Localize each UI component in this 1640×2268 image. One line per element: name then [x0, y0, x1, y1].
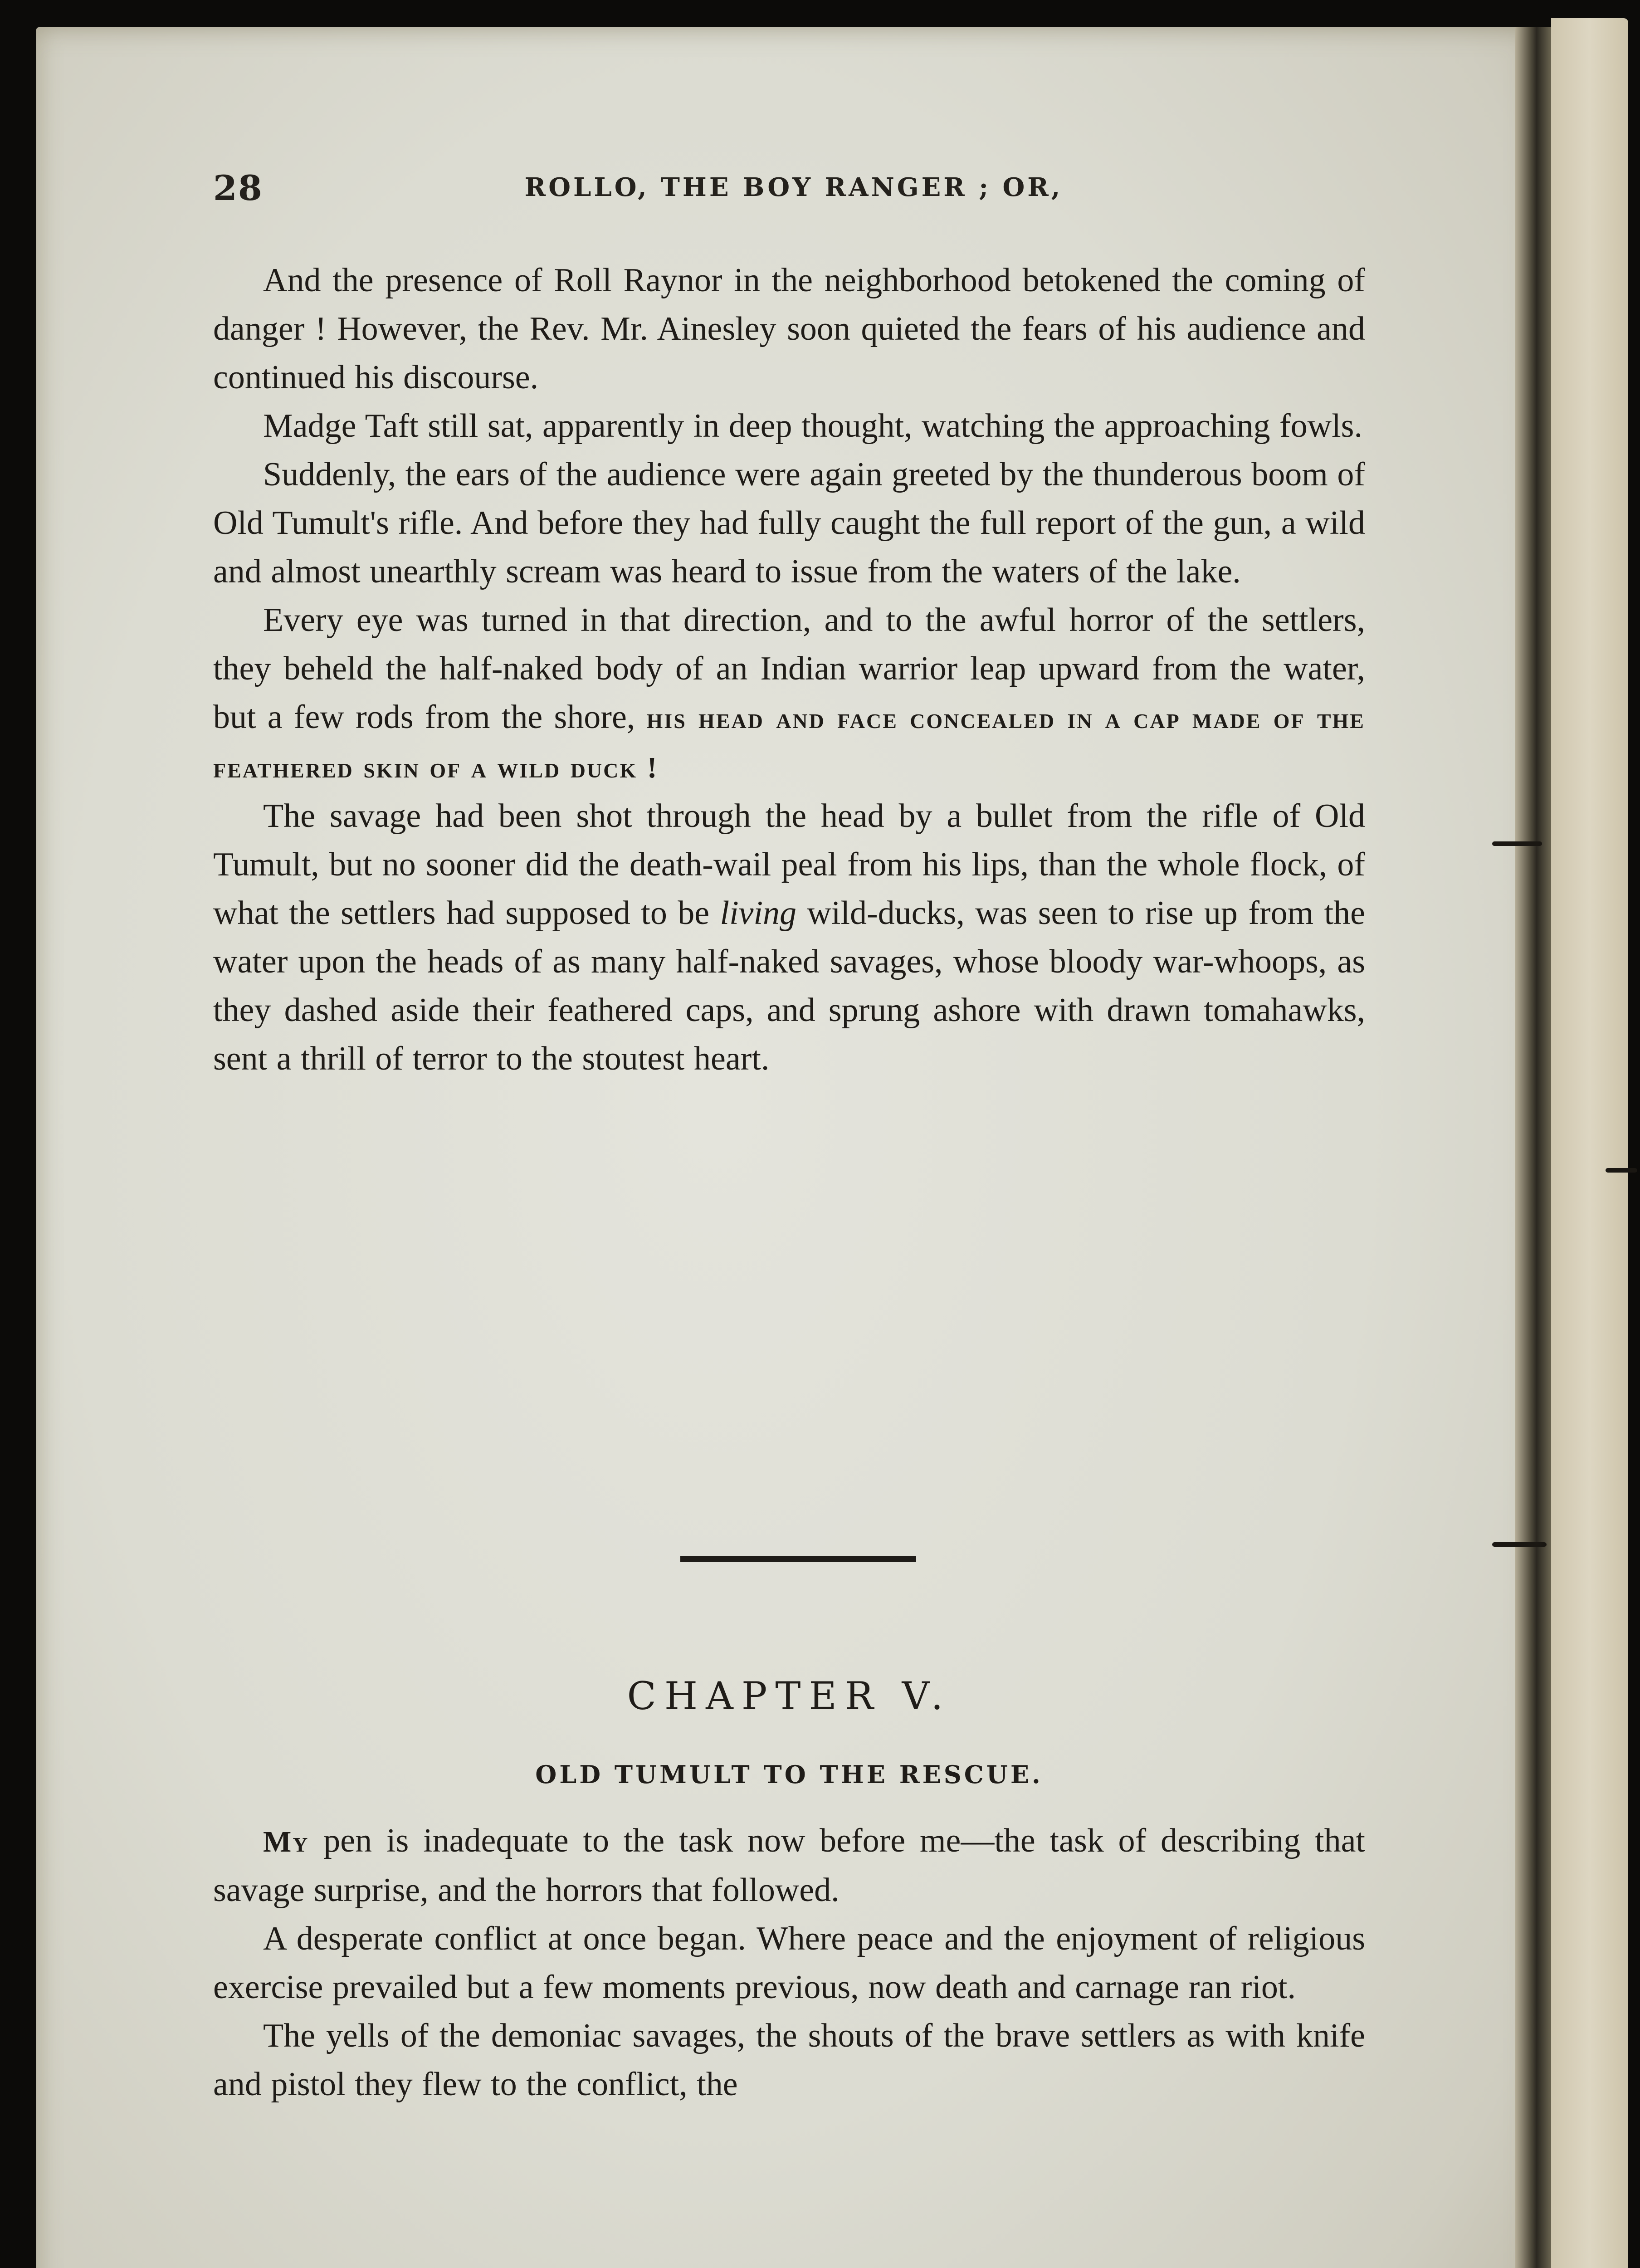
running-head: ROLLO, THE BOY RANGER ; OR,: [524, 172, 1063, 202]
binding-stitch: [1492, 841, 1542, 846]
chapter-title: CHAPTER V.: [627, 1674, 952, 1718]
paragraph-text: The savage had been shot through the head by a bullet from the rifle of Old Tumult, but no sooner did the death-wail peal from his lips, than the whole flock, of what the settlers had supposed to be: [213, 797, 1365, 932]
paragraph: Suddenly, the ears of the audience were again greeted by the thunderous boom of Old Tumult's rifle. And before they had fully caught the full report of the gun, a wild and almost unearthly scream was heard to issue from the waters of the lake.: [213, 456, 1365, 590]
binding-stitch: [1606, 1168, 1637, 1173]
paragraph-text: pen is inadequate to the task now before me—the task of describing that savage surprise, and the horrors that followed.: [213, 1822, 1365, 1909]
paragraph: [213, 792, 1365, 1083]
paragraph: [213, 596, 1365, 792]
paragraph: And the presence of Roll Raynor in the neighborhood betokened the coming of danger ! However, the Rev. Mr. Ainesley soon quieted the fears of his audience and continued his discourse.: [213, 262, 1365, 396]
emphasis-smallcaps: his head and face concealed in a cap made of the feathered skin of a wild duck !: [213, 702, 1365, 784]
body-text-bottom: [213, 1817, 1365, 2109]
paragraph-text: wild-ducks, was seen to rise up from the water upon the heads of as many half-naked savages, whose bloody war-whoops, as they dashed aside their feathered caps, and sprung ashore with drawn tomahawks, sent a thrill of terror to the stoutest heart.: [213, 894, 1365, 1077]
paragraph: A desperate conflict at once began. Where peace and the enjoyment of religious exercise prevailed but a few moments previous, now death and carnage ran riot.: [213, 1920, 1365, 2006]
body-text-top: [213, 256, 1365, 1083]
paragraph: Madge Taft still sat, apparently in deep thought, watching the approaching fowls.: [263, 407, 1362, 445]
paragraph: The yells of the demoniac savages, the shouts of the brave settlers as with knife and pistol they flew to the conflict, the: [213, 2017, 1365, 2103]
page-header: [213, 168, 1374, 213]
chapter-opening-word: My: [263, 1825, 309, 1858]
paragraph: [213, 1817, 1365, 1915]
book-gutter: [1515, 27, 1551, 2268]
chapter-subtitle: OLD TUMULT TO THE RESCUE.: [535, 1760, 1043, 1789]
binding-stitch: [1492, 1542, 1547, 1547]
page-number: 28: [213, 168, 263, 208]
paragraph-text: Every eye was turned in that direction, and to the awful horror of the settlers, they beheld the half-naked body of an Indian warrior leap upward from the water, but a few rods from the shore,: [213, 601, 1365, 736]
right-page-edge: [1551, 18, 1628, 2268]
emphasis-italic: living: [720, 894, 797, 932]
section-divider: [680, 1556, 916, 1562]
